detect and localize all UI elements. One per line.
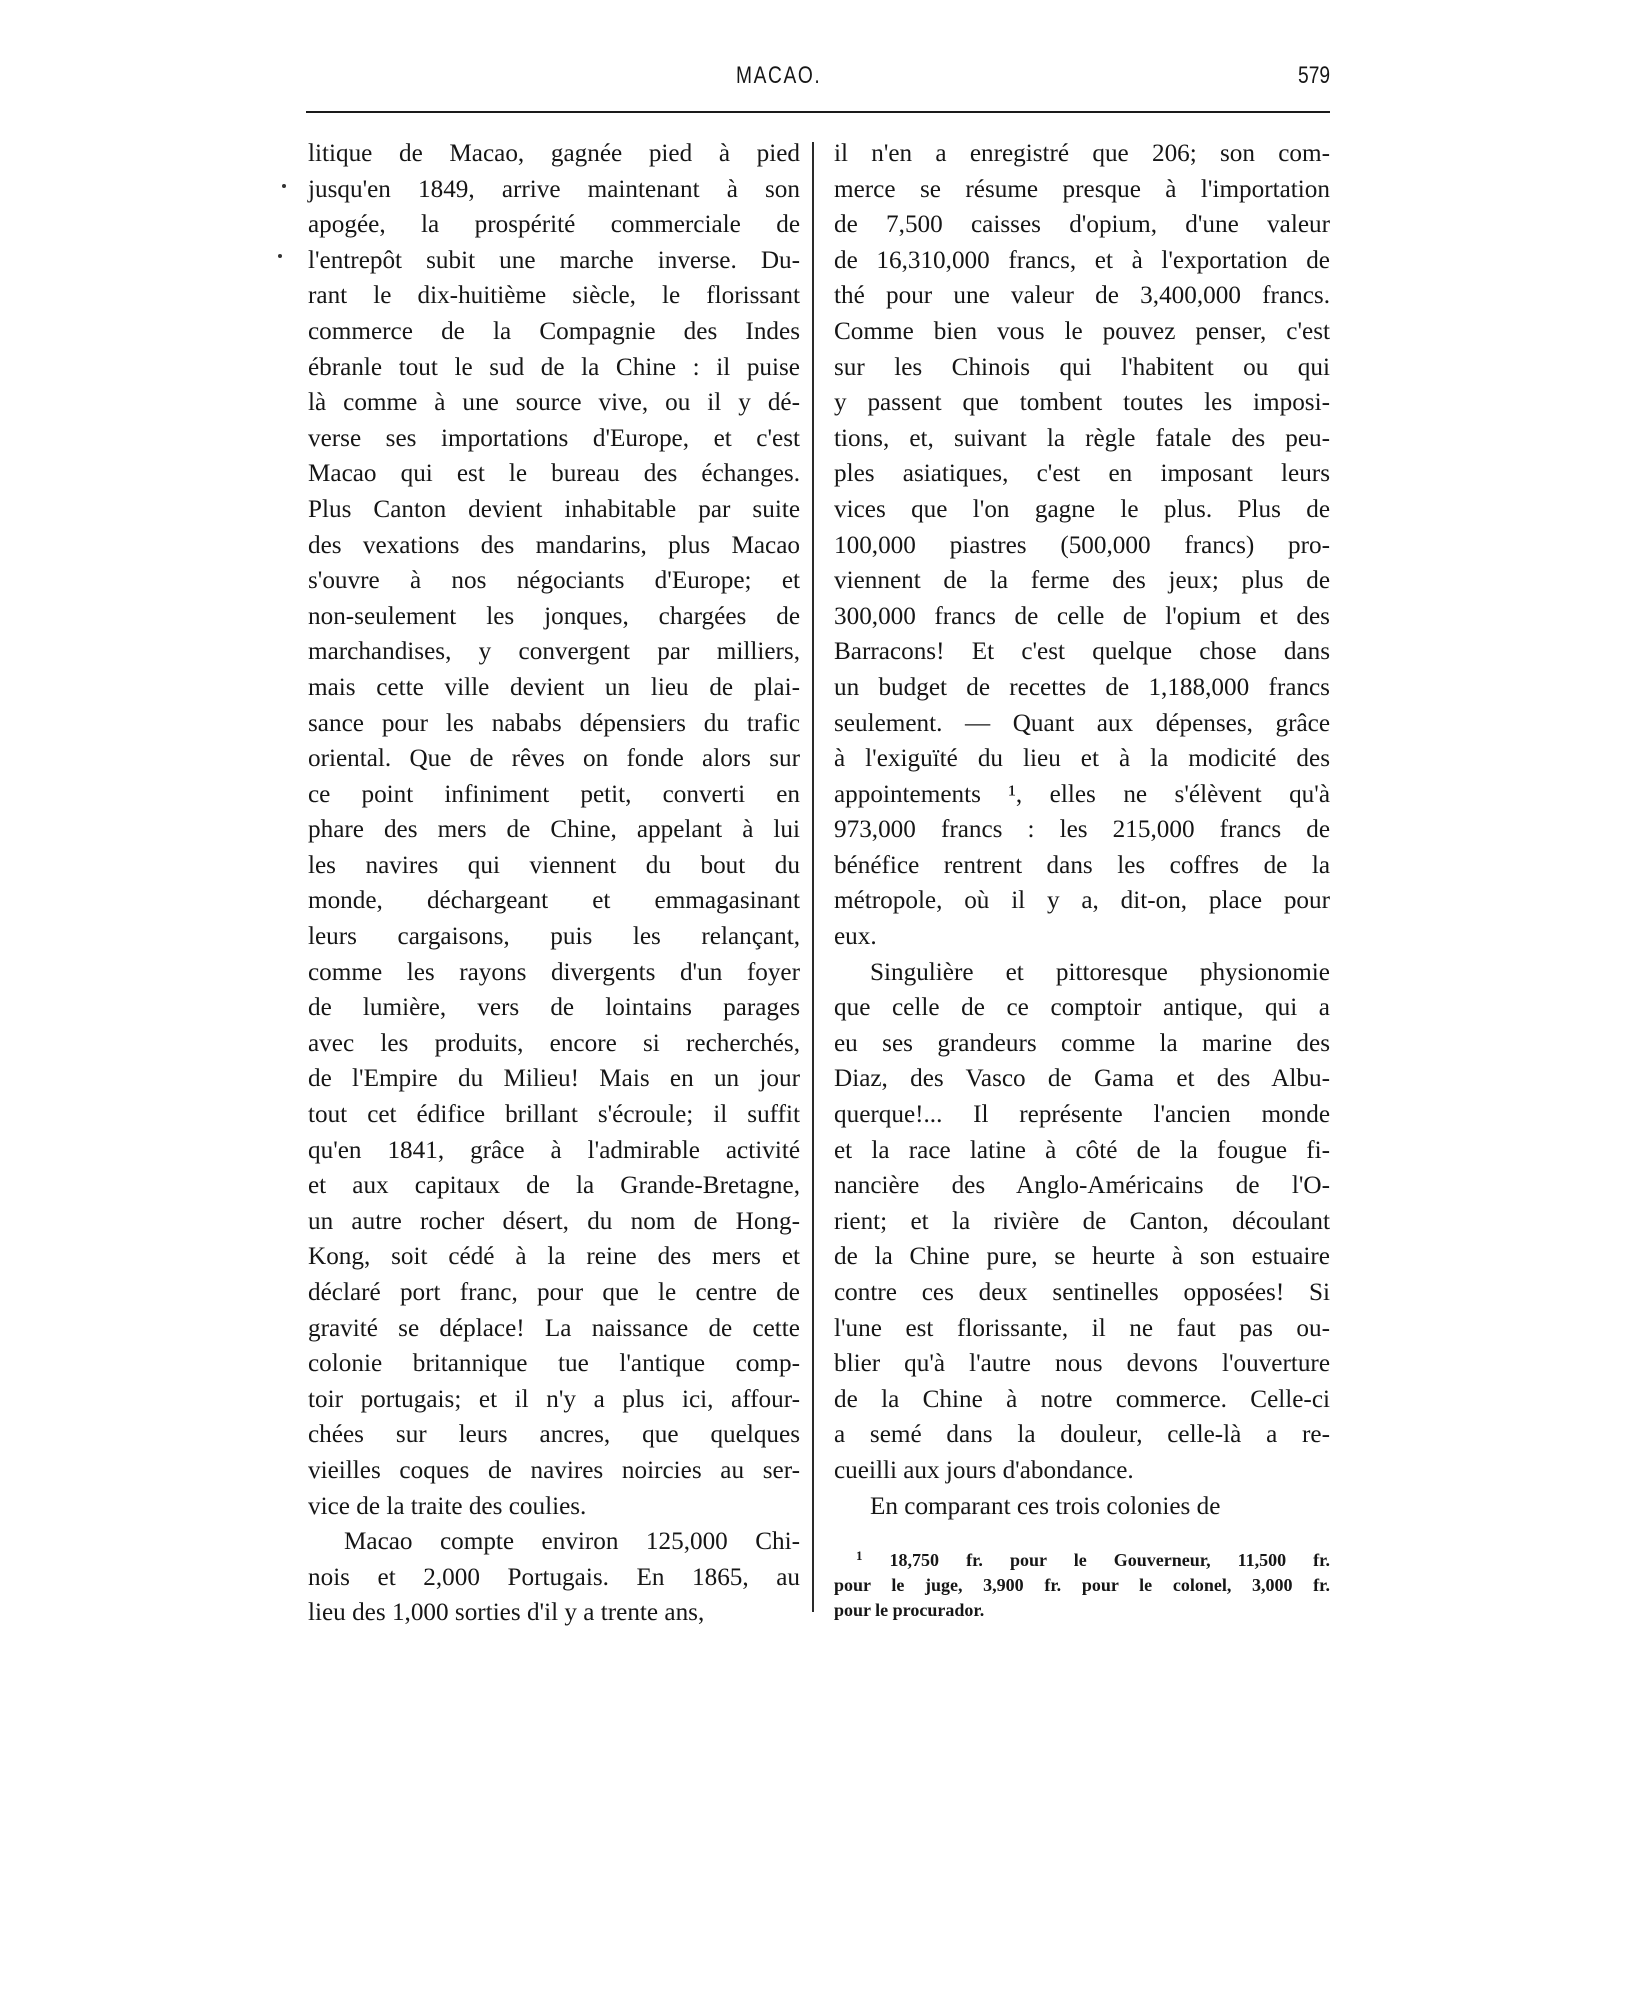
- scan-speck: [282, 184, 286, 188]
- text-line: querque!... Il représente l'ancien monde: [834, 1101, 1330, 1129]
- text-line: appointements ¹, elles ne s'élèvent qu'à: [834, 780, 1330, 808]
- text-line: Macao compte environ 125,000 Chi-: [344, 1528, 800, 1556]
- text-line: litique de Macao, gagnée pied à pied: [308, 140, 800, 167]
- text-line: un autre rocher désert, du nom de Hong-: [308, 1207, 800, 1235]
- text-line: marchandises, y convergent par milliers,: [308, 638, 800, 666]
- footnote-line: pour le juge, 3,900 fr. pour le colonel, 3,000 fr.: [834, 1575, 1330, 1595]
- text-line: a semé dans la douleur, celle-là a re-: [834, 1421, 1330, 1449]
- text-line: et la race latine à côté de la fougue fi-: [834, 1136, 1330, 1164]
- text-line: et aux capitaux de la Grande-Bretagne,: [308, 1172, 800, 1200]
- text-line: eu ses grandeurs comme la marine des: [834, 1029, 1330, 1057]
- text-line: leurs cargaisons, puis les relançant,: [308, 923, 800, 951]
- text-line: de la Chine pure, se heurte à son estuaire: [834, 1243, 1330, 1271]
- text-line: contre ces deux sentinelles opposées! Si: [834, 1279, 1330, 1306]
- text-line: thé pour une valeur de 3,400,000 francs.: [834, 282, 1330, 310]
- header-rule: [306, 111, 1330, 113]
- text-line: l'entrepôt subit une marche inverse. Du-: [308, 246, 800, 274]
- text-line: rant le dix-huitième siècle, le florissant: [308, 282, 800, 310]
- text-line: En comparant ces trois colonies de: [870, 1492, 1221, 1520]
- text-line: sance pour les nababs dépensiers du trafic: [308, 709, 800, 737]
- text-line: s'ouvre à nos négociants d'Europe; et: [308, 567, 800, 595]
- text-line: merce se résume presque à l'importation: [834, 175, 1330, 203]
- running-head: [306, 62, 1330, 102]
- text-line: gravité se déplace! La naissance de cette: [308, 1314, 800, 1342]
- text-line: de 7,500 caisses d'opium, d'une valeur: [834, 211, 1330, 239]
- text-line: de 16,310,000 francs, et à l'exportation de: [834, 246, 1330, 274]
- text-line: 100,000 piastres (500,000 francs) pro-: [834, 531, 1330, 559]
- text-line: de la Chine à notre commerce. Celle-ci: [834, 1385, 1330, 1413]
- text-line: y passent que tombent toutes les imposi-: [834, 389, 1330, 417]
- text-line: avec les produits, encore si recherchés,: [308, 1029, 800, 1057]
- text-line: phare des mers de Chine, appelant à lui: [308, 816, 800, 844]
- text-line: tions, et, suivant la règle fatale des peu-: [834, 424, 1330, 452]
- text-line: il n'en a enregistré que 206; son com-: [834, 140, 1330, 167]
- text-line: de l'Empire du Milieu! Mais en un jour: [308, 1065, 800, 1093]
- text-line: vices que l'on gagne le plus. Plus de: [834, 495, 1330, 523]
- text-line: colonie britannique tue l'antique comp-: [308, 1350, 800, 1378]
- text-line: cueilli aux jours d'abondance.: [834, 1456, 1134, 1484]
- footnote-line: $^1$ 18,750 fr. pour le Gouverneur, 11,500 fr.: [856, 1548, 1330, 1570]
- running-title: MACAO.: [736, 62, 822, 89]
- text-line: monde, déchargeant et emmagasinant: [308, 887, 800, 915]
- text-line: déclaré port franc, pour que le centre de: [308, 1279, 800, 1306]
- text-line: à l'exiguïté du lieu et à la modicité des: [834, 745, 1330, 773]
- text-line: bénéfice rentrent dans les coffres de la: [834, 851, 1330, 879]
- text-line: ples asiatiques, c'est en imposant leurs: [834, 460, 1330, 488]
- right-column: [834, 136, 1330, 1524]
- text-line: verse ses importations d'Europe, et c'est: [308, 424, 800, 452]
- text-line: tout cet édifice brillant s'écroule; il suffit: [308, 1101, 800, 1129]
- text-line: 973,000 francs : les 215,000 francs de: [834, 816, 1330, 844]
- text-line: Plus Canton devient inhabitable par suite: [308, 495, 800, 523]
- text-line: non-seulement les jonques, chargées de: [308, 602, 800, 630]
- text-line: blier qu'à l'autre nous devons l'ouverture: [834, 1350, 1330, 1378]
- text-line: sur les Chinois qui l'habitent ou qui: [834, 353, 1330, 381]
- footnote-line: pour le procurador.: [834, 1600, 985, 1620]
- text-line: Diaz, des Vasco de Gama et des Albu-: [834, 1065, 1330, 1093]
- text-line: ébranle tout le sud de la Chine : il puise: [308, 353, 800, 381]
- text-line: lieu des 1,000 sorties d'il y a trente ans,: [308, 1599, 705, 1627]
- footnote: [834, 1548, 1330, 1623]
- text-line: 300,000 francs de celle de l'opium et des: [834, 602, 1330, 630]
- text-line: comme les rayons divergents d'un foyer: [308, 958, 800, 986]
- text-line: vieilles coques de navires noircies au ser-: [308, 1456, 800, 1484]
- text-line: oriental. Que de rêves on fonde alors sur: [308, 745, 800, 773]
- text-line: ce point infiniment petit, converti en: [308, 780, 800, 808]
- text-line: viennent de la ferme des jeux; plus de: [834, 567, 1330, 595]
- text-line: les navires qui viennent du bout du: [308, 851, 800, 879]
- text-line: que celle de ce comptoir antique, qui a: [834, 994, 1330, 1022]
- text-line: commerce de la Compagnie des Indes: [308, 317, 800, 345]
- text-line: qu'en 1841, grâce à l'admirable activité: [308, 1136, 800, 1164]
- footnote-marker: 1: [856, 1548, 863, 1563]
- text-line: rient; et la rivière de Canton, découlant: [834, 1207, 1330, 1235]
- text-line: de lumière, vers de lointains parages: [308, 994, 800, 1022]
- column-divider: [812, 142, 814, 1612]
- text-line: mais cette ville devient un lieu de plai-: [308, 673, 800, 701]
- text-line: Macao qui est le bureau des échanges.: [308, 460, 800, 488]
- text-line: chées sur leurs ancres, que quelques: [308, 1421, 800, 1449]
- text-line: nancière des Anglo-Américains de l'O-: [834, 1172, 1330, 1200]
- text-line: seulement. — Quant aux dépenses, grâce: [834, 709, 1330, 737]
- left-column: [308, 136, 800, 1631]
- text-line: jusqu'en 1849, arrive maintenant à son: [308, 175, 800, 203]
- text-line: Comme bien vous le pouvez penser, c'est: [834, 317, 1330, 345]
- page-number: 579: [1297, 62, 1330, 89]
- text-line: apogée, la prospérité commerciale de: [308, 211, 800, 239]
- text-line: métropole, où il y a, dit-on, place pour: [834, 887, 1330, 915]
- text-line: toir portugais; et il n'y a plus ici, affour-: [308, 1385, 800, 1413]
- text-line: eux.: [834, 923, 877, 951]
- text-line: Singulière et pittoresque physionomie: [870, 958, 1330, 986]
- text-line: Kong, soit cédé à la reine des mers et: [308, 1243, 800, 1271]
- text-line: vice de la traite des coulies.: [308, 1492, 587, 1520]
- text-line: nois et 2,000 Portugais. En 1865, au: [308, 1563, 800, 1591]
- text-line: Barracons! Et c'est quelque chose dans: [834, 638, 1330, 666]
- scan-speck: [278, 254, 282, 258]
- text-line: un budget de recettes de 1,188,000 francs: [834, 673, 1330, 701]
- text-line: l'une est florissante, il ne faut pas ou-: [834, 1314, 1330, 1342]
- text-line: là comme à une source vive, ou il y dé-: [308, 389, 800, 417]
- text-line: des vexations des mandarins, plus Macao: [308, 531, 800, 559]
